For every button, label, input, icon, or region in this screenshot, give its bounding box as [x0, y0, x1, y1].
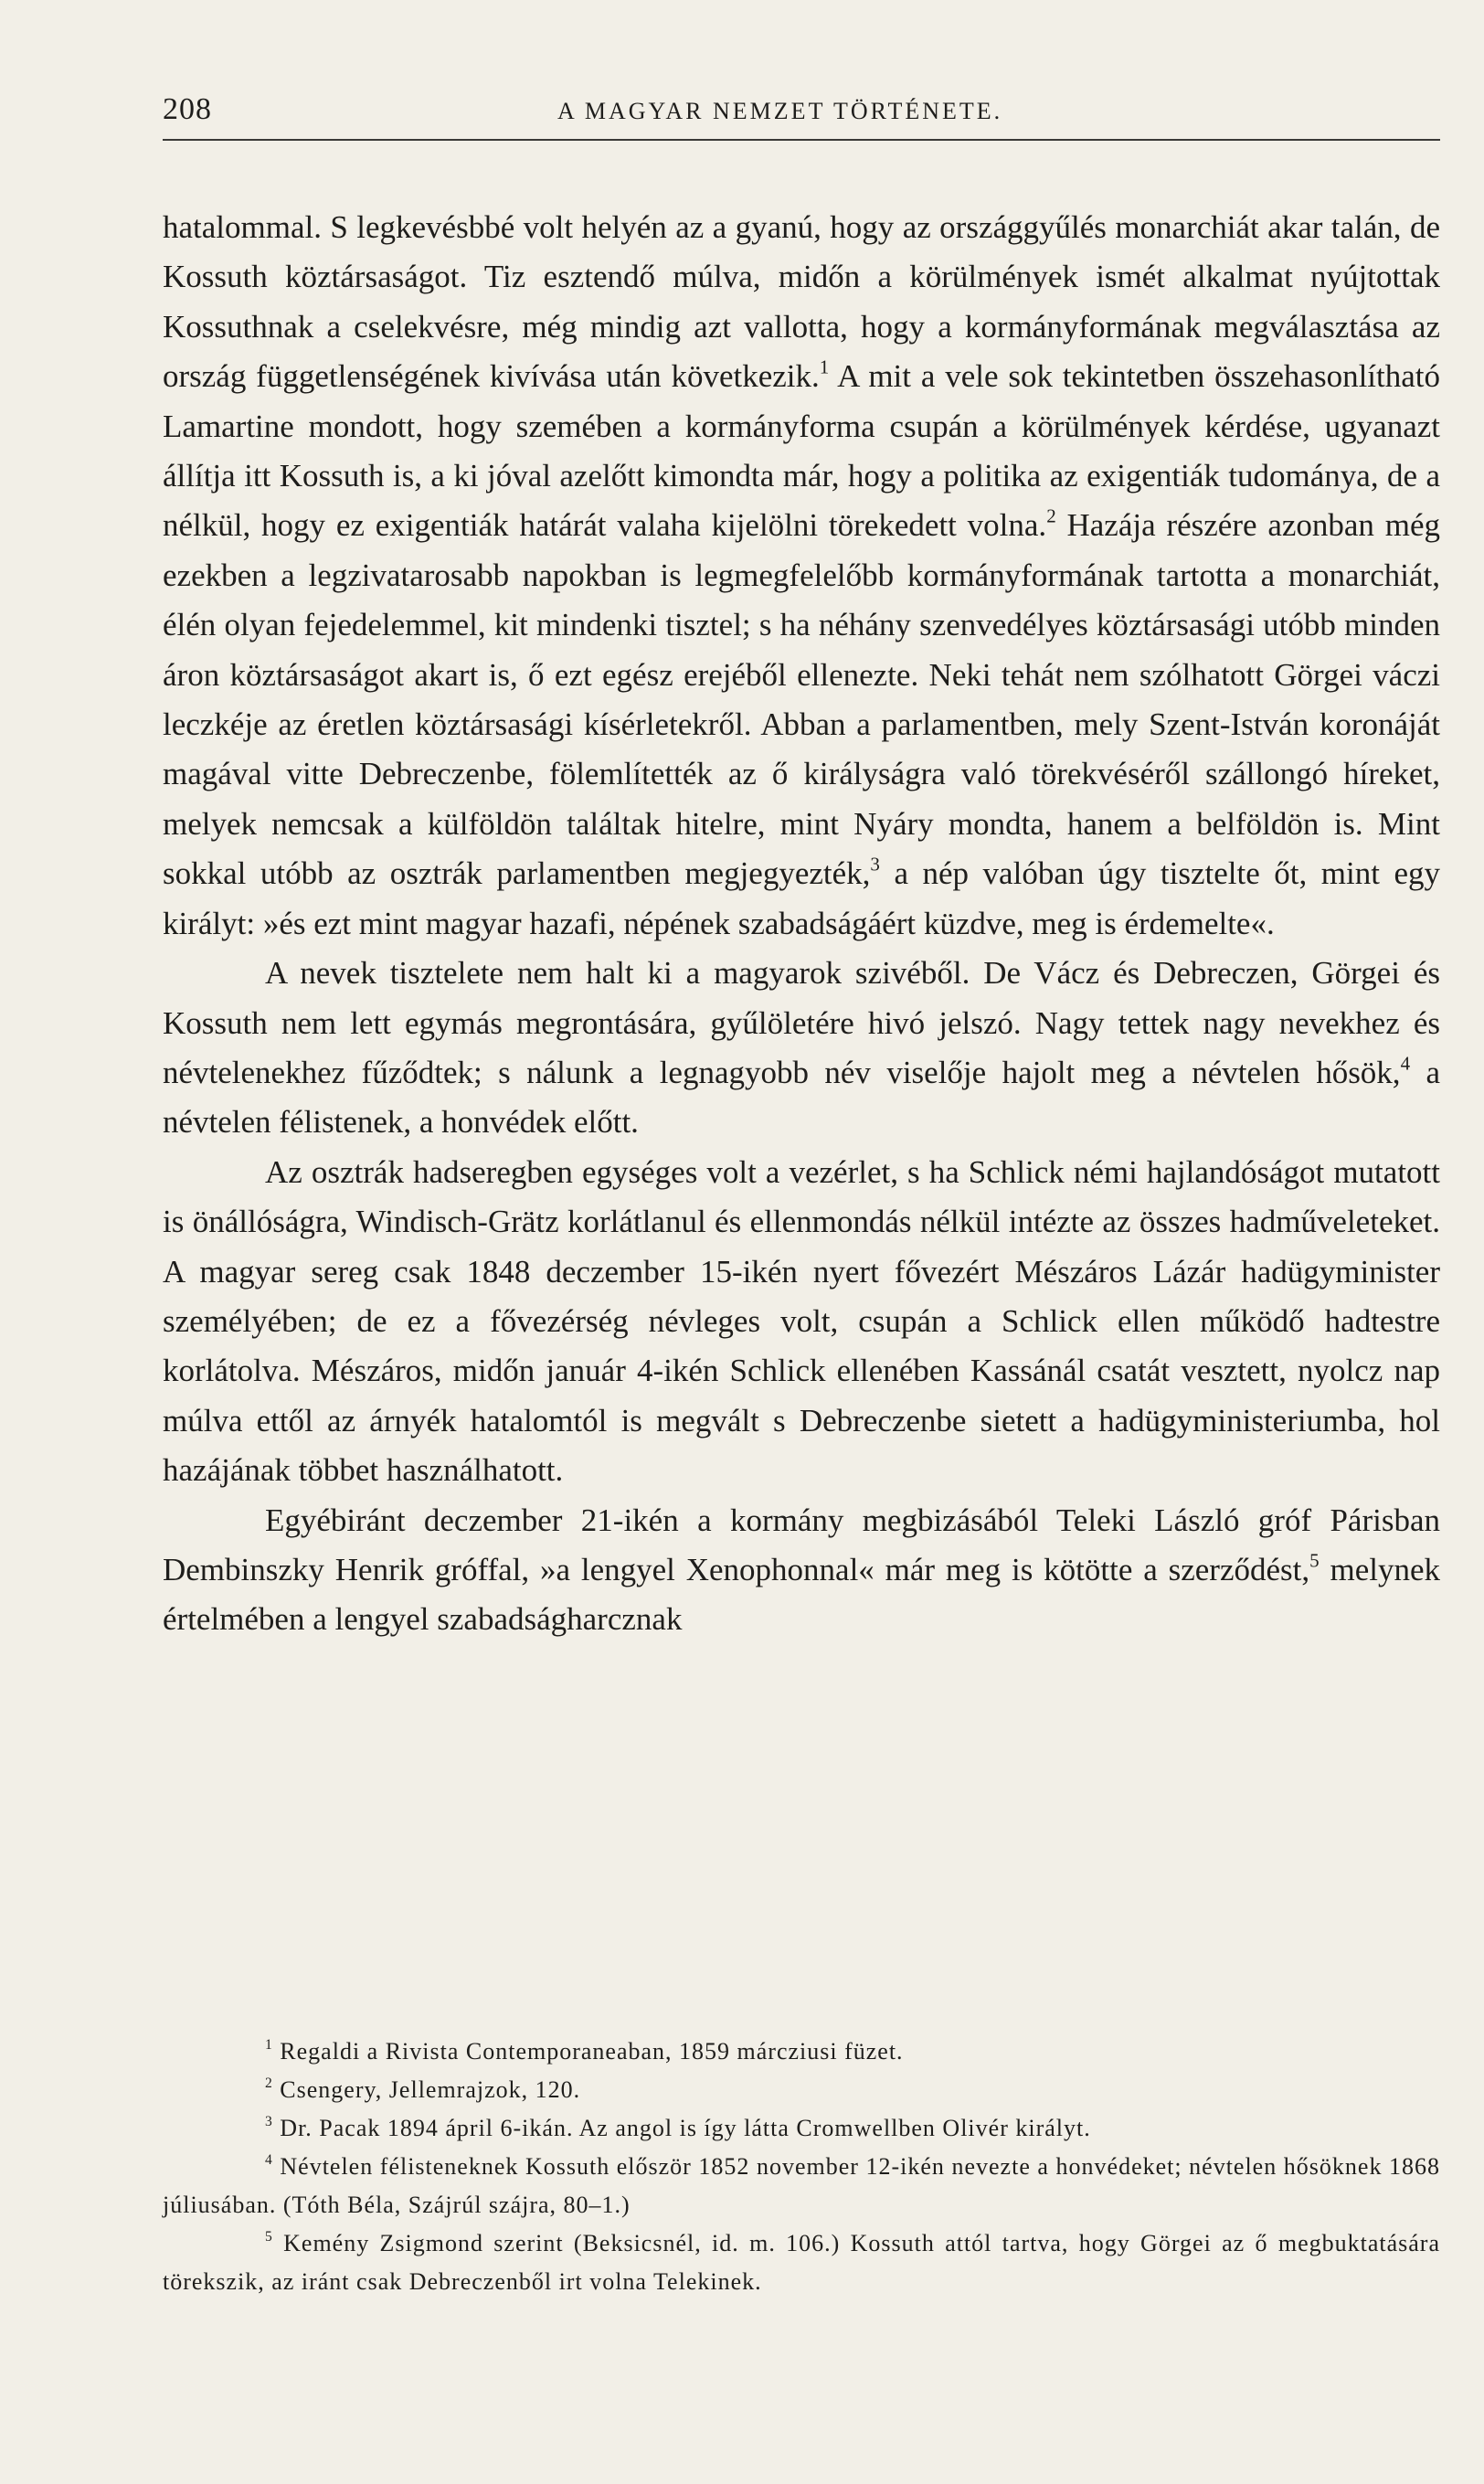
text-run: Egyébiránt deczember 21-ikén a kormány megbizásából Teleki László gróf Párisban Dembinszky Henrik gróffal, »a lengyel Xenophonnal« már meg is kötötte a szerződést,	[163, 1502, 1440, 1587]
footnote-ref: 2	[1046, 504, 1056, 527]
footnote-number: 2	[265, 2075, 273, 2092]
paragraph	[163, 949, 1440, 1148]
footnote-ref: 3	[870, 853, 880, 876]
footnote-text: Dr. Pacak 1894 ápril 6-ikán. Az angol is így látta Cromwellben Olivér királyt.	[280, 2115, 1091, 2141]
text-run: a névtelen félistenek, a honvédek előtt.	[163, 1054, 1440, 1141]
footnote	[163, 2033, 1440, 2071]
footnote-number: 3	[265, 2114, 273, 2130]
footnote	[163, 2109, 1440, 2148]
text-run: hatalommal. S legkevésbbé volt helyén az a gyanú, hogy az országgyűlés monarchiát akar talán, de Kossuth köztársaságot. Tiz esztendő múlva, midőn a körülmények ismét alkalmat nyújtottak Kossuthnak a cselekvésre, még mindig azt vallotta, hogy a kormányformának megválasztása az ország függetlenségének kivívása után következik.	[163, 209, 1440, 395]
footnote-ref: 1	[819, 356, 830, 378]
paragraph	[163, 203, 1440, 949]
footnote-number: 4	[265, 2152, 273, 2169]
footnote	[163, 2148, 1440, 2224]
footnote-number: 5	[265, 2229, 273, 2245]
text-run: Hazája részére azonban még ezekben a legzivatarosabb napokban is legmegfelelőbb kormányformának tartotta a monarchiát, élén olyan fejedelemmel, kit mindenki tisztel; s ha néhány szenvedélyes köztársasági utóbb minden áron köztársaságot akart is, ő ezt egész erejéből ellenezte. Neki tehát nem szólhatott Görgei váczi leczkéje az éretlen köztársasági kísérletekről. Abban a parlamentben, mely Szent-István koronáját magával vitte Debreczenbe, fölemlítették az ő királyságra való törekvéséről szállongó híreket, melyek nemcsak a külföldön találtak hitelre, mint Nyáry mondta, hanem a belföldön is. Mint sokkal utóbb az osztrák parlamentben megjegyezték,	[163, 507, 1440, 892]
body-text	[163, 203, 1440, 1645]
text-run: Az osztrák hadseregben egységes volt a vezérlet, s ha Schlick némi hajlandóságot mutatott is önállóságra, Windisch-Grätz korlátlanul és ellenmondás nélkül intézte az összes hadműveleteket. A magyar sereg csak 1848 deczember 15-ikén nyert fővezért Mészáros Lázár hadügyminister személyében; de ez a fővezérség névleges volt, csupán a Schlick ellen működő hadtestre korlátolva. Mészáros, midőn január 4-ikén Schlick ellenében Kassánál csatát vesztett, nyolcz nap múlva ettől az árnyék hatalomtól is megvált s Debreczenbe sietett a hadügyministeriumba, hol hazájának többet használhatott.	[163, 1153, 1440, 1489]
footnote-text: Névtelen félisteneknek Kossuth először 1852 november 12-ikén nevezte a honvédeket; névtelen hősöknek 1868 júliusában. (Tóth Béla, Szájrúl szájra, 80–1.)	[163, 2153, 1441, 2218]
running-title: A MAGYAR NEMZET TÖRTÉNETE.	[557, 98, 1003, 124]
footnote-ref: 5	[1309, 1549, 1320, 1572]
footnote-text: Regaldi a Rivista Contemporaneaban, 1859 márcziusi füzet.	[280, 2038, 904, 2065]
paragraph	[163, 1496, 1440, 1645]
text-run: A nevek tisztelete nem halt ki a magyarok szivéből. De Vácz és Debreczen, Görgei és Kossuth nem lett egymás megrontására, gyűlöletére hivó jelszó. Nagy tettek nagy nevekhez és névtelenekhez fűződtek; s nálunk a legnagyobb név viselője hajolt meg a névtelen hősök,	[163, 955, 1440, 1090]
page-number: 208	[163, 92, 212, 126]
running-head	[163, 91, 1440, 137]
footnote-number: 1	[265, 2037, 273, 2054]
footnote-text: Csengery, Jellemrajzok, 120.	[280, 2076, 581, 2103]
text-run: melynek értelmében a lengyel szabadságharcznak	[163, 1551, 1440, 1638]
footnotes	[163, 2033, 1440, 2301]
footnote	[163, 2071, 1440, 2109]
paragraph	[163, 1148, 1440, 1496]
header-rule	[163, 139, 1440, 141]
footnote-ref: 4	[1400, 1052, 1411, 1075]
text-run: a nép valóban úgy tisztelte őt, mint egy királyt: »és ezt mint magyar hazafi, népének szabadságáért küzdve, meg is érdemelte«.	[163, 855, 1440, 941]
text-run: A mit a vele sok tekintetben összehasonlítható Lamartine mondott, hogy szemében a kormányforma csupán a körülmények kérdése, ugyanazt állítja itt Kossuth is, a ki jóval azelőtt kimondta már, hogy a politika az exigentiák tudománya, de a nélkül, hogy ez exigentiák határát valaha kijelölni törekedett volna.	[163, 358, 1440, 544]
footnote	[163, 2224, 1440, 2301]
footnote-text: Kemény Zsigmond szerint (Beksicsnél, id. m. 106.) Kossuth attól tartva, hogy Görgei az ő megbuktatására törekszik, az iránt csak Debreczenből irt volna Telekinek.	[163, 2230, 1440, 2295]
